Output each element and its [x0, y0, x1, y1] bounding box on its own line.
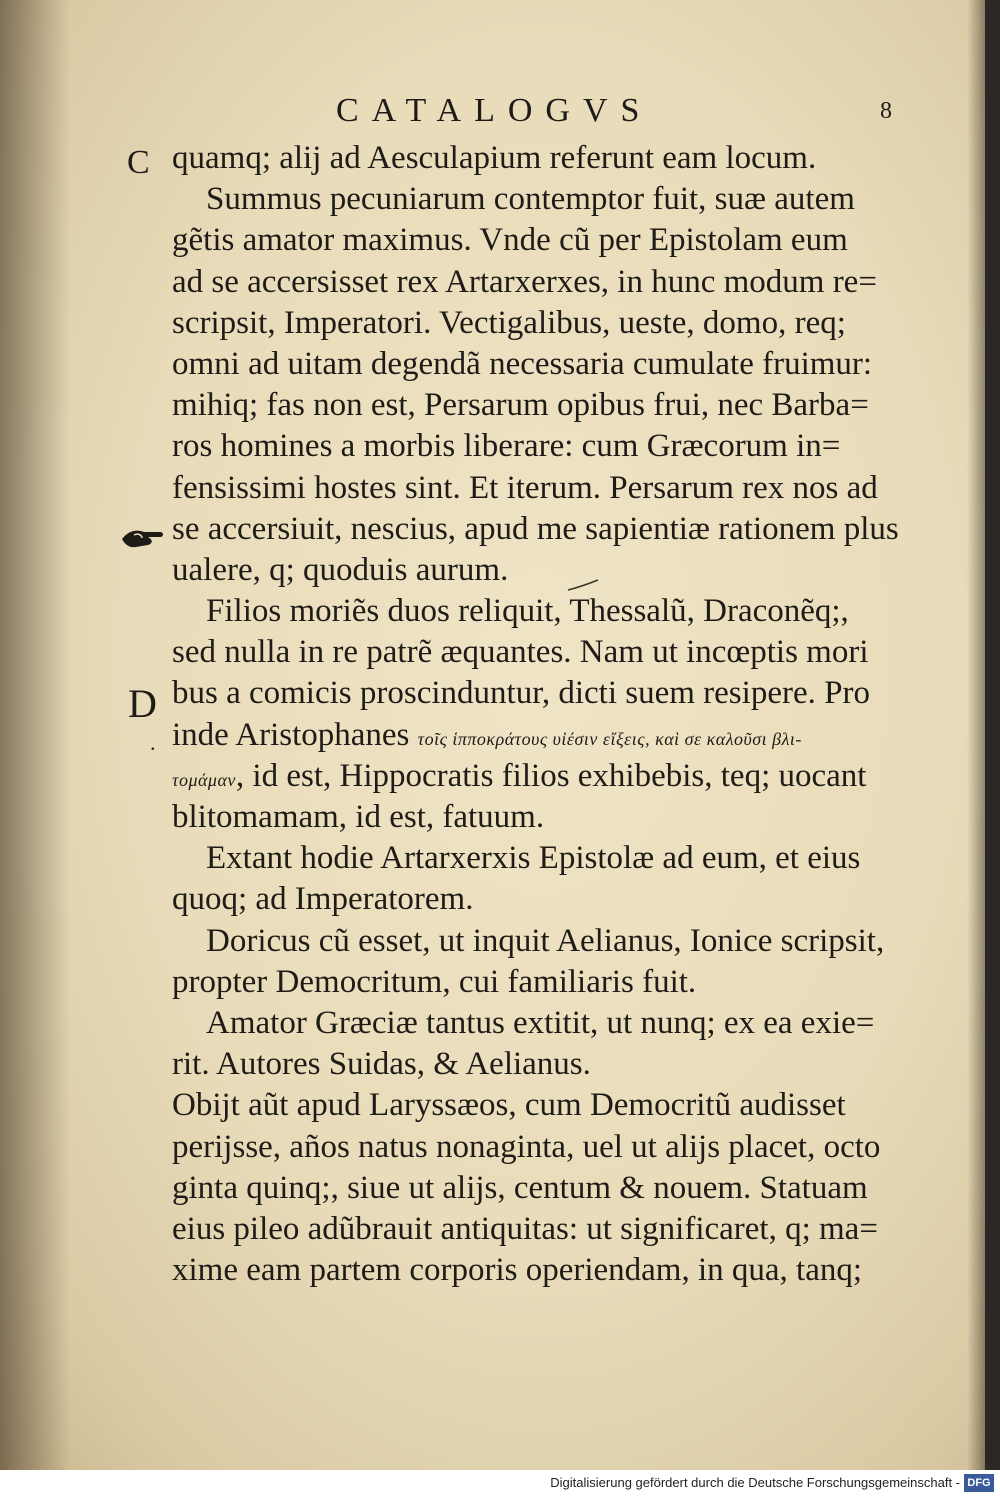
footer-bar [0, 1470, 1000, 1497]
page-number: 8 [880, 98, 892, 124]
text-line: mihiq; fas non est, Persarum opibus frui, nec Barba= [172, 387, 869, 424]
page-header [0, 92, 985, 136]
latin-segment: inde Aristophanes [172, 716, 410, 753]
manicule-icon [120, 523, 166, 553]
text-line: quamq; alij ad Aesculapium referunt eam locum. [172, 140, 817, 176]
dfg-logo: DFG [964, 1474, 994, 1492]
text-line-mixed [172, 715, 952, 756]
page-edge [967, 0, 985, 1470]
latin-segment: , id est, Hippocratis filios exhibebis, teq; uocant [235, 757, 867, 794]
text-line: Filios moriẽs duos reliquit, Thessalũ, Draconẽq;, [206, 593, 849, 630]
greek-quote: τοῖς ἱπποκράτους υἱέσιν εἴξεις, καὶ σε καλοῦσι βλι- [417, 728, 802, 749]
text-line: rit. Autores Suidas, & Aelianus. [172, 1046, 591, 1083]
text-line: xime eam partem corporis operiendam, in qua, tanq; [172, 1252, 863, 1289]
body-text [172, 138, 952, 1291]
text-line: se accersiuit, nescius, apud me sapientiæ rationem plus [172, 510, 899, 547]
text-line: gẽtis amator maximus. Vnde cũ per Epistolam eum [172, 222, 848, 259]
text-line-mixed [172, 756, 952, 797]
text-line: Summus pecuniarum contemptor fuit, suæ autem [206, 181, 855, 218]
text-line: fensissimi hostes sint. Et iterum. Persarum rex nos ad [172, 469, 878, 506]
text-line: ros homines a morbis liberare: cum Græcorum in= [172, 428, 841, 465]
text-line: Amator Græciæ tantus extitit, ut nunq; ex ea exie= [206, 1004, 875, 1041]
digitization-credit: Digitalisierung gefördert durch die Deutsche Forschungsgemeinschaft - [550, 1475, 960, 1490]
text-line: propter Democritum, cui familiaris fuit. [172, 963, 697, 1000]
text-line: bus a comicis proscinduntur, dicti suem resipere. Pro [172, 675, 870, 712]
text-line: ginta quinq;, siue ut alijs, centum & nouem. Statuam [172, 1169, 868, 1206]
text-line: sed nulla in re patrẽ æquantes. Nam ut incœptis mori [172, 634, 869, 671]
greek-quote-end: τομάμαν [172, 769, 236, 790]
text-line: blitomamam, id est, fatuum. [172, 799, 545, 835]
text-line: quoq; ad Imperatorem. [172, 881, 474, 918]
text-line: eius pileo adũbrauit antiquitas: ut significaret, q; ma= [172, 1210, 878, 1247]
margin-letter-d: D [128, 681, 157, 726]
gutter-shadow [0, 0, 70, 1470]
text-line: Extant hodie Artarxerxis Epistolæ ad eum, et eius [206, 840, 861, 877]
text-line: scripsit, Imperatori. Vectigalibus, ueste, domo, req; [172, 304, 846, 341]
text-line: ualere, q; quoduis aurum. [172, 551, 509, 588]
text-line: omni ad uitam degendã necessaria cumulate fruimur: [172, 345, 873, 382]
text-line: Obijt aũt apud Laryssæos, cum Democritũ audisset [172, 1087, 846, 1124]
margin-dot: . [150, 730, 156, 755]
text-line: Doricus cũ esset, ut inquit Aelianus, Ionice scripsit, [206, 922, 885, 959]
running-head: CATALOGVS [336, 92, 653, 129]
text-line: perijsse, años natus nonaginta, uel ut alijs placet, octo [172, 1128, 881, 1165]
text-line: ad se accersisset rex Artarxerxes, in hunc modum re= [172, 263, 877, 300]
margin-letter-c: C [127, 144, 150, 181]
